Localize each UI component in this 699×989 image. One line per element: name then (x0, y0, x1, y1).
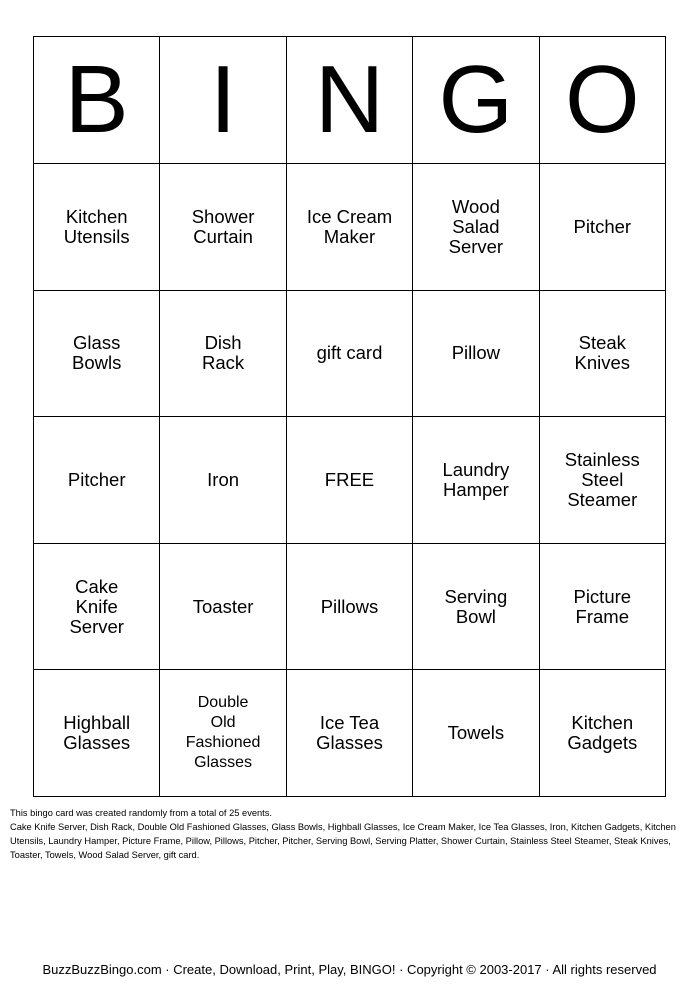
bingo-cell (539, 417, 665, 544)
bingo-row (34, 290, 666, 417)
bingo-cell (160, 417, 286, 544)
bingo-row (34, 164, 666, 291)
card-info (10, 806, 690, 862)
bingo-cell-text: Glass Bowls (72, 332, 122, 374)
header-letter-g: G (413, 37, 539, 164)
bingo-cell-text: Kitchen Utensils (63, 205, 130, 247)
bingo-cell (34, 417, 160, 544)
header-letter-i: I (160, 37, 286, 164)
bingo-cell (413, 164, 539, 291)
bingo-cell (286, 543, 412, 670)
bingo-cell (34, 290, 160, 417)
bingo-cell-text: Serving Bowl (444, 585, 508, 627)
bingo-cell-text: Pitcher (573, 215, 632, 237)
bingo-cell (286, 290, 412, 417)
bingo-cell-text: Picture Frame (573, 585, 632, 627)
bingo-cell (160, 543, 286, 670)
header-letter-n: N (286, 37, 412, 164)
bingo-cell-text: Cake Knife Server (69, 575, 124, 637)
free-space-cell (286, 417, 412, 544)
bingo-cell-text: Pillows (320, 595, 379, 617)
bingo-header-row (34, 37, 666, 164)
bingo-cell-text: Toaster (192, 595, 254, 617)
bingo-cell (34, 543, 160, 670)
bingo-cell (286, 164, 412, 291)
bingo-cell (413, 670, 539, 797)
bingo-cell (413, 417, 539, 544)
bingo-cell-text: Steak Knives (574, 332, 631, 374)
bingo-cell-text: Iron (207, 468, 240, 490)
bingo-cell (160, 164, 286, 291)
bingo-cell (413, 543, 539, 670)
bingo-cell-text: Pillow (451, 342, 501, 364)
footer-copyright: BuzzBuzzBingo.com · Create, Download, Print, Play, BINGO! · Copyright © 2003-2017 · All rights reserved (42, 962, 657, 977)
bingo-cell (34, 164, 160, 291)
card-info-summary: This bingo card was created randomly from a total of 25 events. (10, 808, 272, 818)
bingo-cell-text: Shower Curtain (191, 205, 255, 247)
bingo-cell (160, 670, 286, 797)
bingo-cell-text: Dish Rack (202, 332, 245, 374)
bingo-row (34, 417, 666, 544)
free-space-text: FREE (324, 468, 375, 490)
bingo-cell-text: Towels (447, 722, 505, 744)
bingo-cell-text: gift card (316, 342, 383, 364)
bingo-card (33, 36, 666, 797)
bingo-cell (539, 290, 665, 417)
bingo-cell (539, 670, 665, 797)
bingo-row (34, 670, 666, 797)
bingo-cell-text: Wood Salad Server (448, 195, 504, 257)
bingo-cell-text: Double Old Fashioned Glasses (185, 694, 261, 772)
bingo-row (34, 543, 666, 670)
bingo-cell-text: Ice Cream Maker (306, 205, 393, 247)
header-letter-o: O (539, 37, 665, 164)
bingo-cell (413, 290, 539, 417)
bingo-cell (539, 543, 665, 670)
bingo-cell (34, 670, 160, 797)
bingo-cell (160, 290, 286, 417)
bingo-cell-text: Laundry Hamper (442, 458, 510, 500)
bingo-cell (539, 164, 665, 291)
bingo-cell-text: Ice Tea Glasses (316, 712, 383, 754)
bingo-cell-text: Kitchen Gadgets (567, 712, 638, 754)
header-letter-b: B (34, 37, 160, 164)
card-info-event-list: Cake Knife Server, Dish Rack, Double Old Fashioned Glasses, Glass Bowls, Highball Glasses, Ice Cream Maker, Ice Tea Glasses, Iron, Kitchen Gadgets, Kitchen Utensils, Laundry Hamper, Picture Frame, Pillow, Pillows, Pitcher, Pitcher, Serving Bowl, Serving Platter, Shower Curtain, Stainless Steel Steamer, Steak Knives, Toaster, Towels, Wood Salad Server, gift card. (10, 822, 676, 860)
bingo-cell-text: Stainless Steel Steamer (564, 448, 640, 510)
bingo-cell (286, 670, 412, 797)
bingo-cell-text: Pitcher (67, 468, 126, 490)
bingo-cell-text: Highball Glasses (63, 712, 131, 754)
